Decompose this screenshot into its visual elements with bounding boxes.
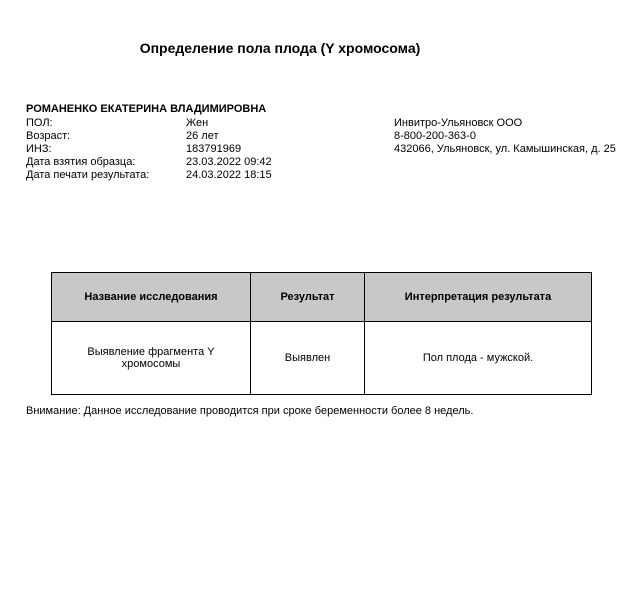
- table-header-row: [52, 273, 592, 322]
- field-age: [26, 130, 272, 143]
- lab-address: 432066, Ульяновск, ул. Камышинская, д. 25: [394, 143, 616, 155]
- field-sample-date: [26, 156, 272, 169]
- field-inz: [26, 143, 272, 156]
- lab-info: [394, 117, 616, 156]
- field-value: Жен: [186, 117, 209, 129]
- field-label: Возраст:: [26, 130, 71, 142]
- field-value: 26 лет: [186, 130, 219, 142]
- cell-test-name: Выявление фрагмента Y хромосомы: [52, 322, 251, 395]
- cell-interpretation: Пол плода - мужской.: [365, 322, 592, 395]
- patient-info: [26, 117, 272, 182]
- page-title: Определение пола плода (Y хромосома): [139, 40, 421, 56]
- field-label: ПОЛ:: [26, 117, 53, 129]
- header-test-name: Название исследования: [52, 273, 251, 322]
- notice-text: Внимание: Данное исследование проводится при сроке беременности более 8 недель.: [26, 405, 474, 417]
- patient-name: РОМАНЕНКО ЕКАТЕРИНА ВЛАДИМИРОВНА: [26, 103, 267, 115]
- results-table: [51, 272, 592, 395]
- table-row: [52, 322, 592, 395]
- field-label: Дата взятия образца:: [26, 156, 136, 168]
- field-print-date: [26, 169, 272, 182]
- field-value: 23.03.2022 09:42: [186, 156, 272, 168]
- header-interpretation: Интерпретация результата: [365, 273, 592, 322]
- lab-phone: 8-800-200-363-0: [394, 130, 476, 142]
- cell-result: Выявлен: [251, 322, 365, 395]
- field-sex: [26, 117, 272, 130]
- header-result: Результат: [251, 273, 365, 322]
- field-label: Дата печати результата:: [26, 169, 150, 181]
- field-value: 24.03.2022 18:15: [186, 169, 272, 181]
- field-value: 183791969: [186, 143, 242, 155]
- field-label: ИНЗ:: [26, 143, 52, 155]
- lab-name: Инвитро-Ульяновск ООО: [394, 117, 523, 129]
